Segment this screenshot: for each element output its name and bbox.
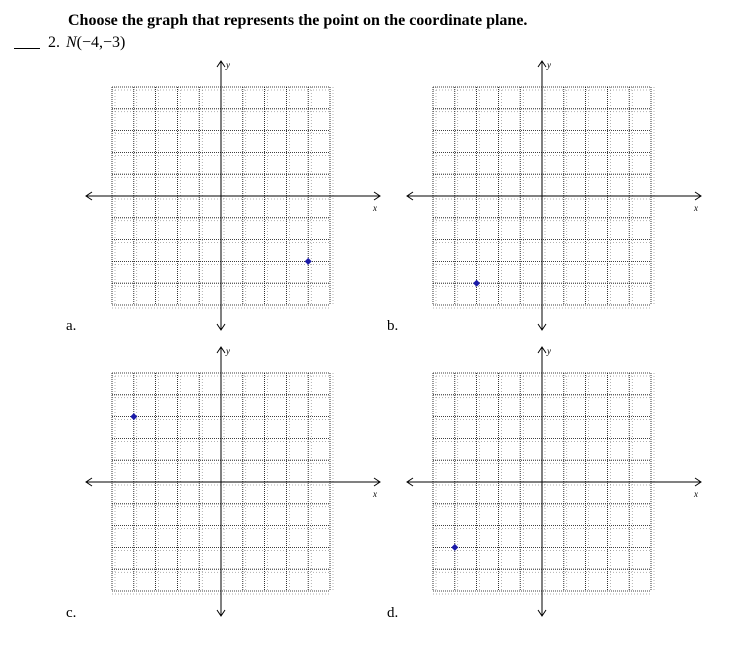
y-axis-label: y bbox=[547, 346, 551, 356]
plotted-point-marker bbox=[305, 258, 312, 265]
x-axis-label: x bbox=[694, 489, 698, 499]
option-a-label[interactable]: a. bbox=[66, 318, 77, 334]
point-coordinates: (−4,−3) bbox=[76, 34, 126, 51]
instruction-heading: Choose the graph that represents the point on the coordinate plane. bbox=[68, 12, 528, 29]
graph-c bbox=[86, 346, 380, 616]
point-name: N bbox=[66, 34, 77, 51]
y-axis-label: y bbox=[547, 60, 551, 70]
graph-a bbox=[86, 60, 380, 330]
graph-b bbox=[407, 60, 701, 330]
x-axis-label: x bbox=[373, 489, 377, 499]
plotted-point-marker bbox=[130, 413, 137, 420]
question-number: 2. bbox=[48, 34, 60, 51]
option-c-label[interactable]: c. bbox=[66, 605, 77, 621]
x-axis-label: x bbox=[373, 203, 377, 213]
graph-d bbox=[407, 346, 701, 616]
x-axis-label: x bbox=[694, 203, 698, 213]
plotted-point-marker bbox=[473, 280, 480, 287]
option-d-label[interactable]: d. bbox=[387, 605, 399, 621]
option-b-label[interactable]: b. bbox=[387, 318, 399, 334]
plotted-point-marker bbox=[451, 544, 458, 551]
y-axis-label: y bbox=[226, 60, 230, 70]
y-axis-label: y bbox=[226, 346, 230, 356]
